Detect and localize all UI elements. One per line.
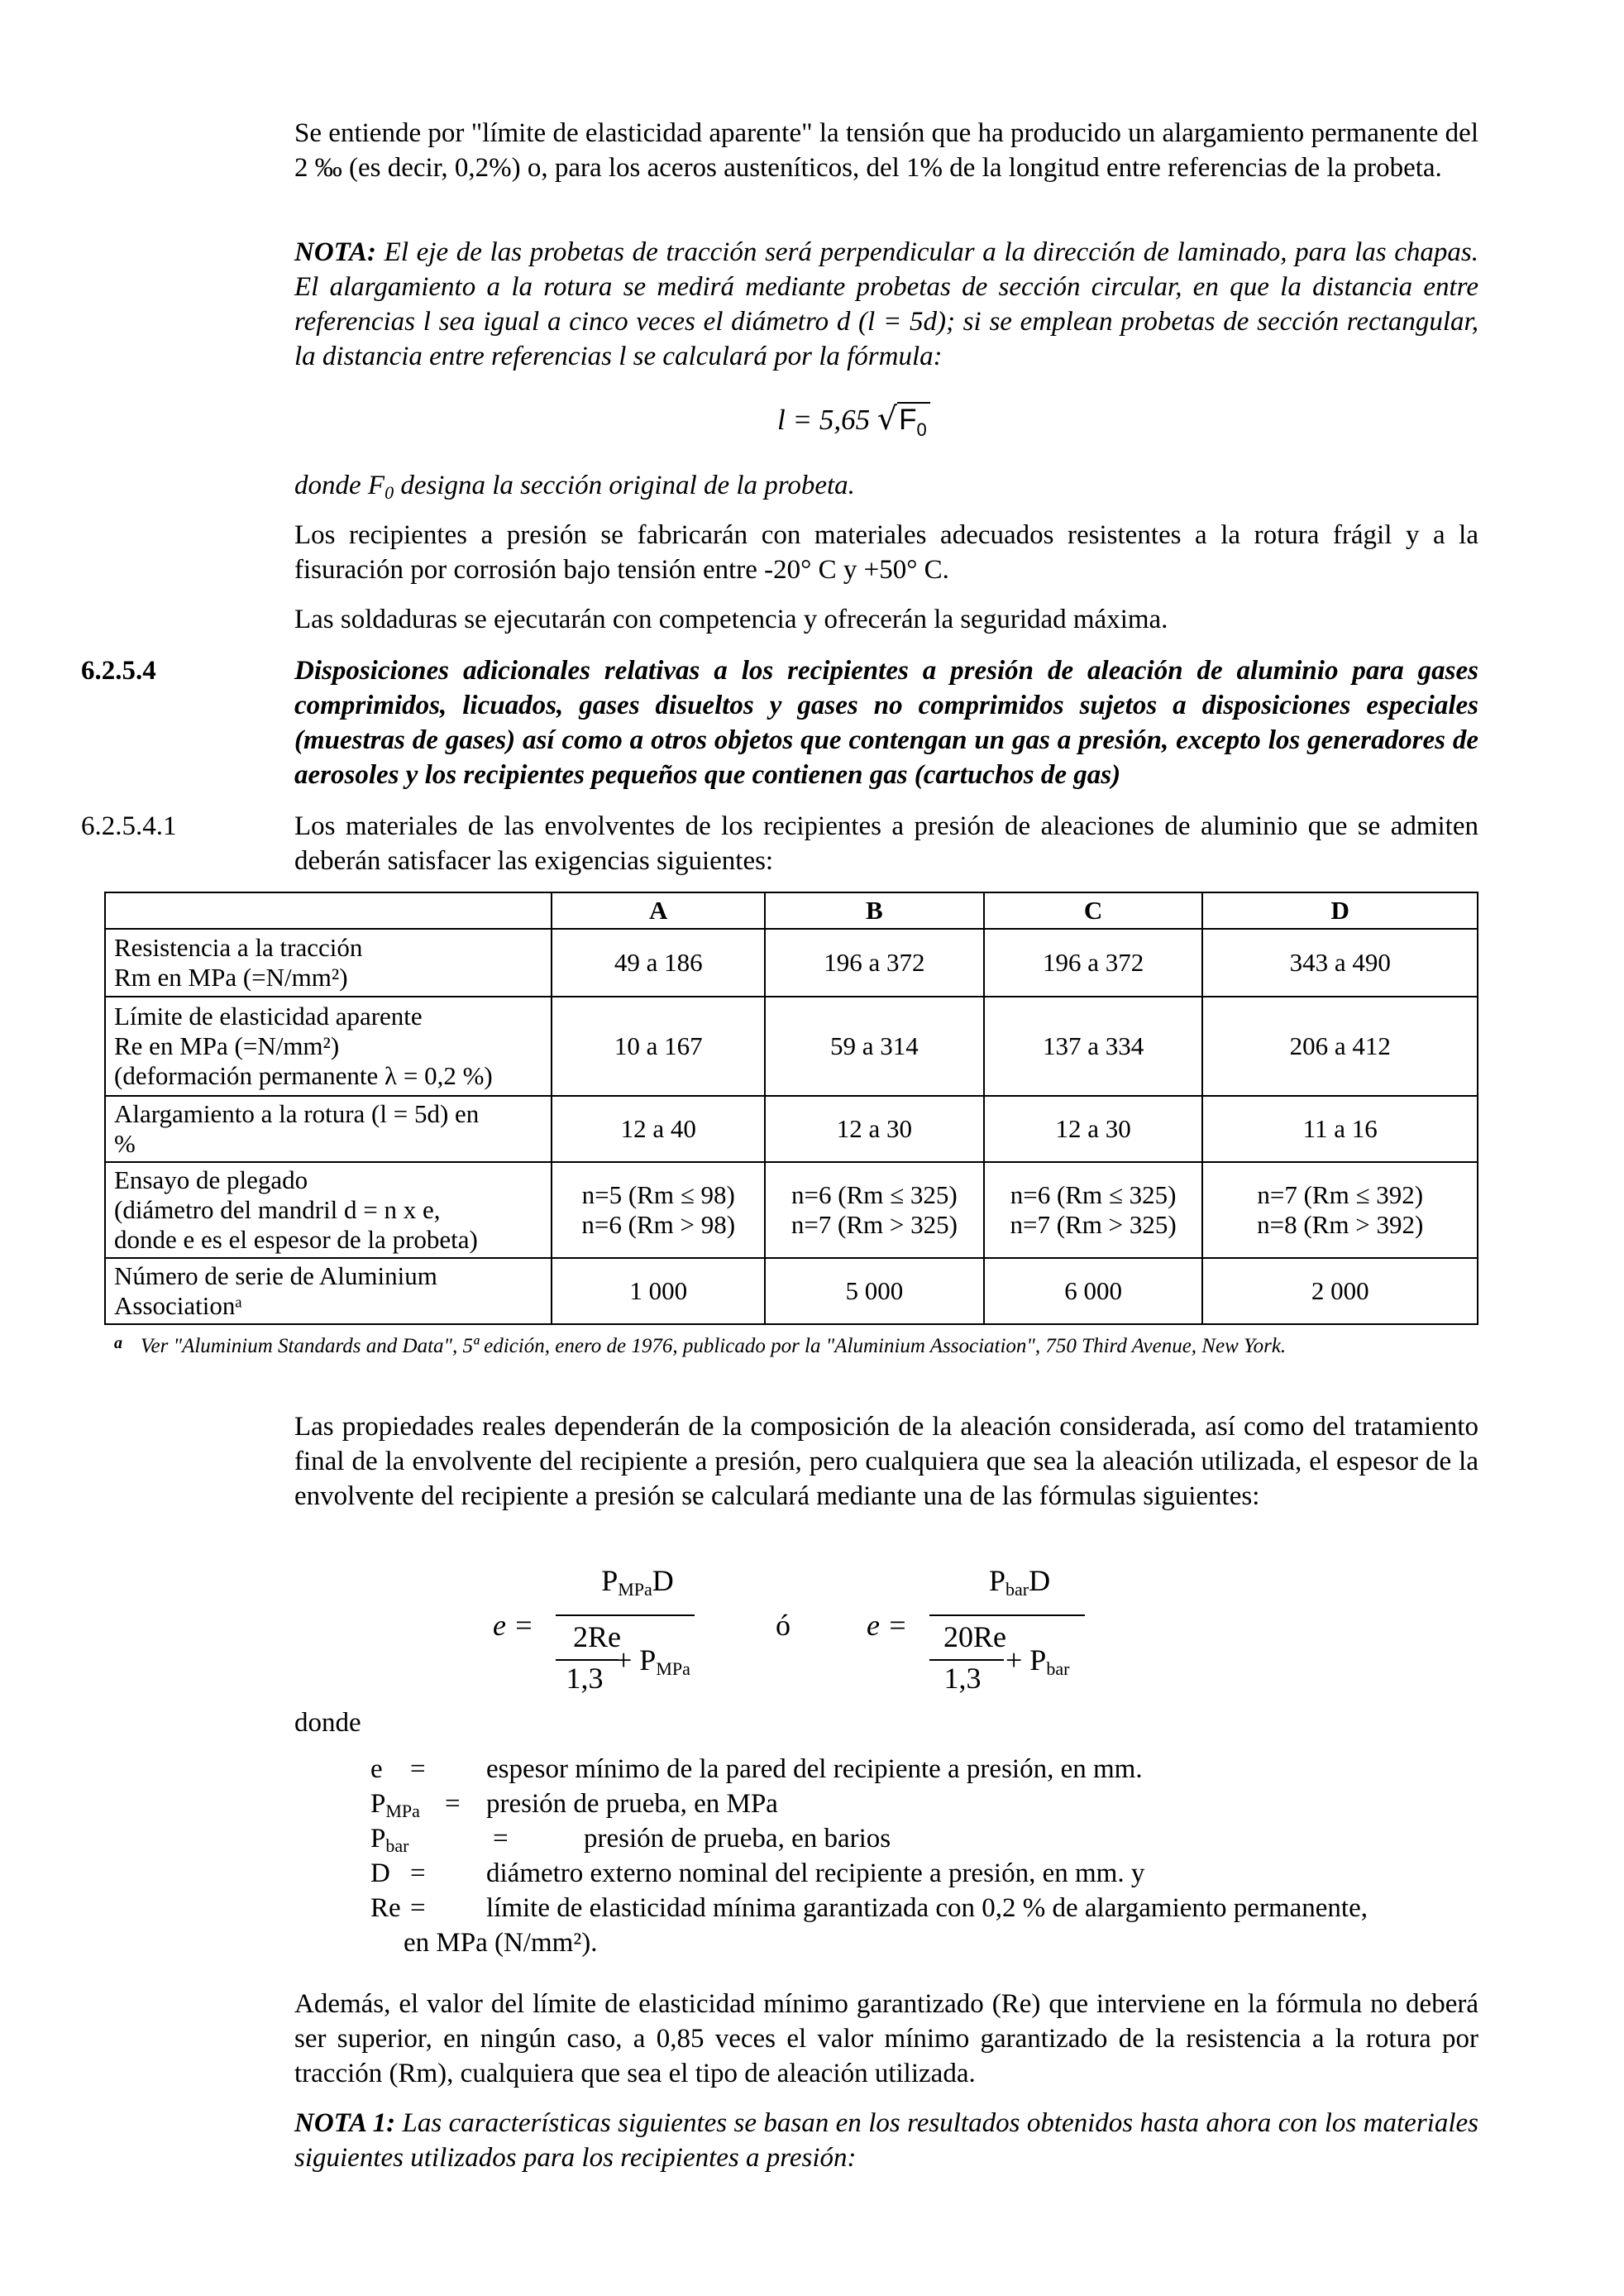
cell-line: n=7 (Rm > 325) — [1010, 1210, 1177, 1239]
den-plus — [615, 1643, 690, 1680]
num-tail: D — [652, 1564, 674, 1597]
def-continuation-text: en MPa (N/mm²). — [404, 1928, 598, 1958]
plus-sub: bar — [1046, 1658, 1070, 1679]
def-symbol-sub: bar — [385, 1835, 409, 1856]
den-plus — [1005, 1643, 1069, 1680]
cell-line: 196 a 372 — [824, 948, 925, 977]
den-denominator: 1,3 — [943, 1662, 982, 1695]
row-label-line: Associationᵃ — [114, 1291, 242, 1320]
def-equals: = — [410, 1754, 426, 1784]
def-symbol — [370, 1752, 383, 1787]
cell-line: 206 a 412 — [1289, 1031, 1391, 1060]
table-cell — [552, 997, 765, 1096]
row-label-line: Rm en MPa (=N/mm²) — [114, 963, 348, 992]
row-label — [105, 997, 552, 1096]
formula-thickness-mpa — [493, 1563, 741, 1720]
paragraph-yield-limit: Además, el valor del límite de elasticidad mínimo garantizado (Re) que interviene en la fórmula no deberá ser superior, en ningún caso, a 0,85 veces el valor mínimo garantizado de la resistencia a la rotura por tracción (Rm), cualquiera que sea el tipo de aleación utilizada. — [294, 1989, 1478, 2088]
table-cell — [552, 1096, 765, 1162]
footnote-text: Ver "Aluminium Standards and Data", 5ª edición, enero de 1976, publicado por la "Aluminium Association", 750 Third Avenue, New York. — [141, 1335, 1287, 1357]
def-symbol-text: D — [370, 1858, 390, 1888]
table-header-cell: C — [984, 892, 1203, 929]
row-label-line: % — [114, 1129, 136, 1158]
table-cell — [984, 1258, 1203, 1324]
def-text: presión de prueba, en MPa — [486, 1789, 778, 1819]
fraction-line — [929, 1614, 1085, 1616]
num-sub: bar — [1005, 1579, 1029, 1600]
row-label — [105, 1096, 552, 1162]
formula-e-equals: e = — [867, 1609, 908, 1642]
table-cell — [552, 1258, 765, 1324]
cell-line: 11 a 16 — [1302, 1114, 1378, 1143]
table-cell — [1202, 1096, 1478, 1162]
def-equals: = — [410, 1858, 426, 1888]
table-cell — [552, 1162, 765, 1258]
def-equals: = — [493, 1824, 509, 1854]
f0-pre: donde F — [294, 471, 385, 500]
table-cell — [552, 929, 765, 997]
cell-line: 343 a 490 — [1289, 948, 1391, 977]
cell-line: 196 a 372 — [1042, 948, 1144, 977]
formula-thickness-bar — [867, 1563, 1115, 1720]
den-denominator: 1,3 — [566, 1662, 604, 1695]
plus-p: + P — [615, 1643, 657, 1677]
paragraph-welds: Las soldaduras se ejecutarán con competencia y ofrecerán la seguridad máxima. — [294, 605, 1168, 634]
table-cell — [984, 929, 1203, 997]
row-label-line: Número de serie de Aluminium — [114, 1261, 437, 1290]
formula-gauge-length — [777, 400, 930, 441]
formula-lhs: l = 5,65 — [777, 404, 871, 436]
row-label-line: donde e es el espesor de la probeta) — [114, 1225, 478, 1254]
num-p: P — [988, 1564, 1005, 1597]
subsection-number: 6.2.5.4.1 — [81, 811, 177, 841]
def-symbol-text: P — [370, 1824, 386, 1854]
table-header-cell: B — [765, 892, 984, 929]
formula-numerator — [584, 1563, 691, 1600]
cell-line: n=8 (Rm > 392) — [1257, 1210, 1424, 1239]
def-text: límite de elasticidad mínima garantizada con 0,2 % de alargamiento permanente, — [486, 1893, 1368, 1923]
row-label-line: Alargamiento a la rotura (l = 5d) en — [114, 1099, 480, 1128]
row-label-line: (deformación permanente λ = 0,2 %) — [114, 1061, 493, 1090]
def-text: espesor mínimo de la pared del recipiente a presión, en mm. — [486, 1754, 1143, 1784]
table-cell — [765, 929, 984, 997]
cell-line: 12 a 30 — [1055, 1114, 1131, 1143]
note-text: El eje de las probetas de tracción será perpendicular a la dirección de laminado, para las chapas. El alargamiento a la rotura se medirá mediante probetas de sección circular, en que la distancia entre referencias l sea igual a cinco veces el diámetro d (l = 5d); si se emplean probetas de sección rectangular, la distancia entre referencias l se calculará por la fórmula: — [294, 237, 1478, 371]
paragraph-thickness-formulas: Las propiedades reales dependerán de la composición de la aleación considerada, así como del tratamiento final de la envolvente del recipiente a presión, pero cualquiera que sea la aleación utilizada, el espesor de la envolvente del recipiente a presión se calculará mediante una de las fórmulas siguientes: — [294, 1412, 1478, 1511]
num-sub: MPa — [618, 1579, 652, 1600]
row-label — [105, 1258, 552, 1324]
table-header-cell: D — [1202, 892, 1478, 929]
note-tensile-specimens — [294, 235, 1478, 374]
material-requirements-table — [104, 892, 1478, 1325]
note-label: NOTA: — [294, 237, 376, 267]
cell-line: 10 a 167 — [614, 1031, 703, 1060]
cell-line: 59 a 314 — [830, 1031, 919, 1060]
den-numerator: 20Re — [943, 1620, 1006, 1653]
f0-sub: 0 — [385, 482, 394, 503]
note-label: NOTA 1: — [294, 2108, 396, 2138]
note-text: Las características siguientes se basan en los resultados obtenidos hasta ahora con los materiales siguientes utilizados para los recipientes a presión: — [294, 2108, 1478, 2173]
section-number: 6.2.5.4 — [81, 656, 156, 686]
def-equals: = — [410, 1893, 426, 1923]
table-cell — [1202, 929, 1478, 997]
cell-line: n=6 (Rm ≤ 325) — [1010, 1180, 1177, 1209]
table-row — [105, 1096, 1478, 1162]
table-cell — [1202, 997, 1478, 1096]
den-numerator: 2Re — [573, 1620, 621, 1653]
table-footnote — [116, 1333, 1480, 1360]
table-header-cell — [105, 892, 552, 929]
def-symbol — [370, 1891, 401, 1925]
table-cell — [765, 997, 984, 1096]
row-label — [105, 929, 552, 997]
section-title: Disposiciones adicionales relativas a los recipientes a presión de aleación de aluminio para gases comprimidos, licuados, gases disueltos y gases no comprimidos sujetos a disposiciones especiales (muestras de gases) así como a otros objetos que contengan un gas a presión, excepto los generadores de aerosoles y los recipientes pequeños que contienen gas (cartuchos de gas) — [294, 656, 1478, 790]
num-p: P — [601, 1564, 619, 1597]
paragraph-brittle-fracture: Los recipientes a presión se fabricarán con materiales adecuados resistentes a la rotura frágil y a la fisuración por corrosión bajo tensión entre -20° C y +50° C. — [294, 520, 1478, 585]
def-symbol-text: P — [370, 1789, 386, 1819]
formula-numerator — [958, 1563, 1082, 1600]
row-label-line: Ensayo de plegado — [114, 1165, 308, 1194]
def-symbol-text: e — [370, 1754, 383, 1784]
formula-or: ó — [776, 1609, 791, 1642]
table-row — [105, 929, 1478, 997]
def-symbol — [370, 1856, 390, 1891]
table-header-cell: A — [552, 892, 765, 929]
cell-line: n=7 (Rm ≤ 392) — [1257, 1180, 1424, 1209]
def-symbol-sub: MPa — [385, 1801, 420, 1821]
paragraph-yield-definition: Se entiende por "límite de elasticidad aparente" la tensión que ha producido un alargamiento permanente del 2 ‰ (es decir, 0,2%) o, para los aceros austeníticos, del 1% de la longitud entre referencias de la probeta. — [294, 118, 1478, 183]
table-cell — [984, 1162, 1203, 1258]
table-cell — [1202, 1258, 1478, 1324]
cell-line: n=5 (Rm ≤ 98) — [581, 1180, 735, 1209]
plus-sub: MPa — [656, 1658, 690, 1679]
radicand: F — [899, 404, 917, 436]
table-row — [105, 997, 1478, 1096]
row-label-line: Re en MPa (=N/mm²) — [114, 1031, 340, 1060]
cell-line: 1 000 — [629, 1276, 688, 1305]
def-symbol-text: Re — [370, 1893, 401, 1923]
cell-line: 5 000 — [845, 1276, 904, 1305]
f0-post: designa la sección original de la probeta. — [394, 471, 855, 500]
table-cell — [765, 1162, 984, 1258]
square-root — [877, 400, 930, 441]
paragraph-f0-definition — [294, 468, 1478, 510]
cell-line: n=7 (Rm > 325) — [791, 1210, 958, 1239]
table-cell — [765, 1096, 984, 1162]
cell-line: 6 000 — [1064, 1276, 1122, 1305]
note-1-characteristics — [294, 2106, 1478, 2175]
radicand-subscript: 0 — [916, 419, 927, 440]
table-cell — [984, 997, 1203, 1096]
row-label-line: Límite de elasticidad aparente — [114, 1002, 423, 1031]
cell-line: n=6 (Rm > 98) — [581, 1210, 736, 1239]
def-text: presión de prueba, en barios — [584, 1824, 891, 1854]
formula-e-equals: e = — [493, 1609, 534, 1642]
cell-line: 49 a 186 — [614, 948, 703, 977]
row-label-line: Resistencia a la tracción — [114, 933, 363, 962]
subsection-text: Los materiales de las envolventes de los recipientes a presión de aleaciones de aluminio que se admiten deberán satisfacer las exigencias siguientes: — [294, 811, 1478, 876]
radical-sign-icon: √ — [876, 400, 898, 437]
table-header-row — [105, 892, 1478, 929]
cell-line: 2 000 — [1311, 1276, 1369, 1305]
row-label-line: (diámetro del mandril d = n x e, — [114, 1195, 441, 1224]
num-tail: D — [1029, 1564, 1051, 1597]
def-equals: = — [445, 1789, 461, 1819]
cell-line: n=6 (Rm ≤ 325) — [791, 1180, 958, 1209]
cell-line: 12 a 30 — [836, 1114, 913, 1143]
fraction-line — [556, 1614, 695, 1616]
row-label — [105, 1162, 552, 1258]
table-cell — [765, 1258, 984, 1324]
donde-label: donde — [294, 1708, 361, 1738]
cell-line: 12 a 40 — [620, 1114, 696, 1143]
footnote-mark: a — [114, 1334, 122, 1352]
table-row — [105, 1162, 1478, 1258]
table-row — [105, 1258, 1478, 1324]
plus-p: + P — [1005, 1643, 1047, 1677]
cell-line: 137 a 334 — [1042, 1031, 1144, 1060]
def-text: diámetro externo nominal del recipiente a presión, en mm. y — [486, 1858, 1145, 1888]
table-cell — [1202, 1162, 1478, 1258]
table-cell — [984, 1096, 1203, 1162]
